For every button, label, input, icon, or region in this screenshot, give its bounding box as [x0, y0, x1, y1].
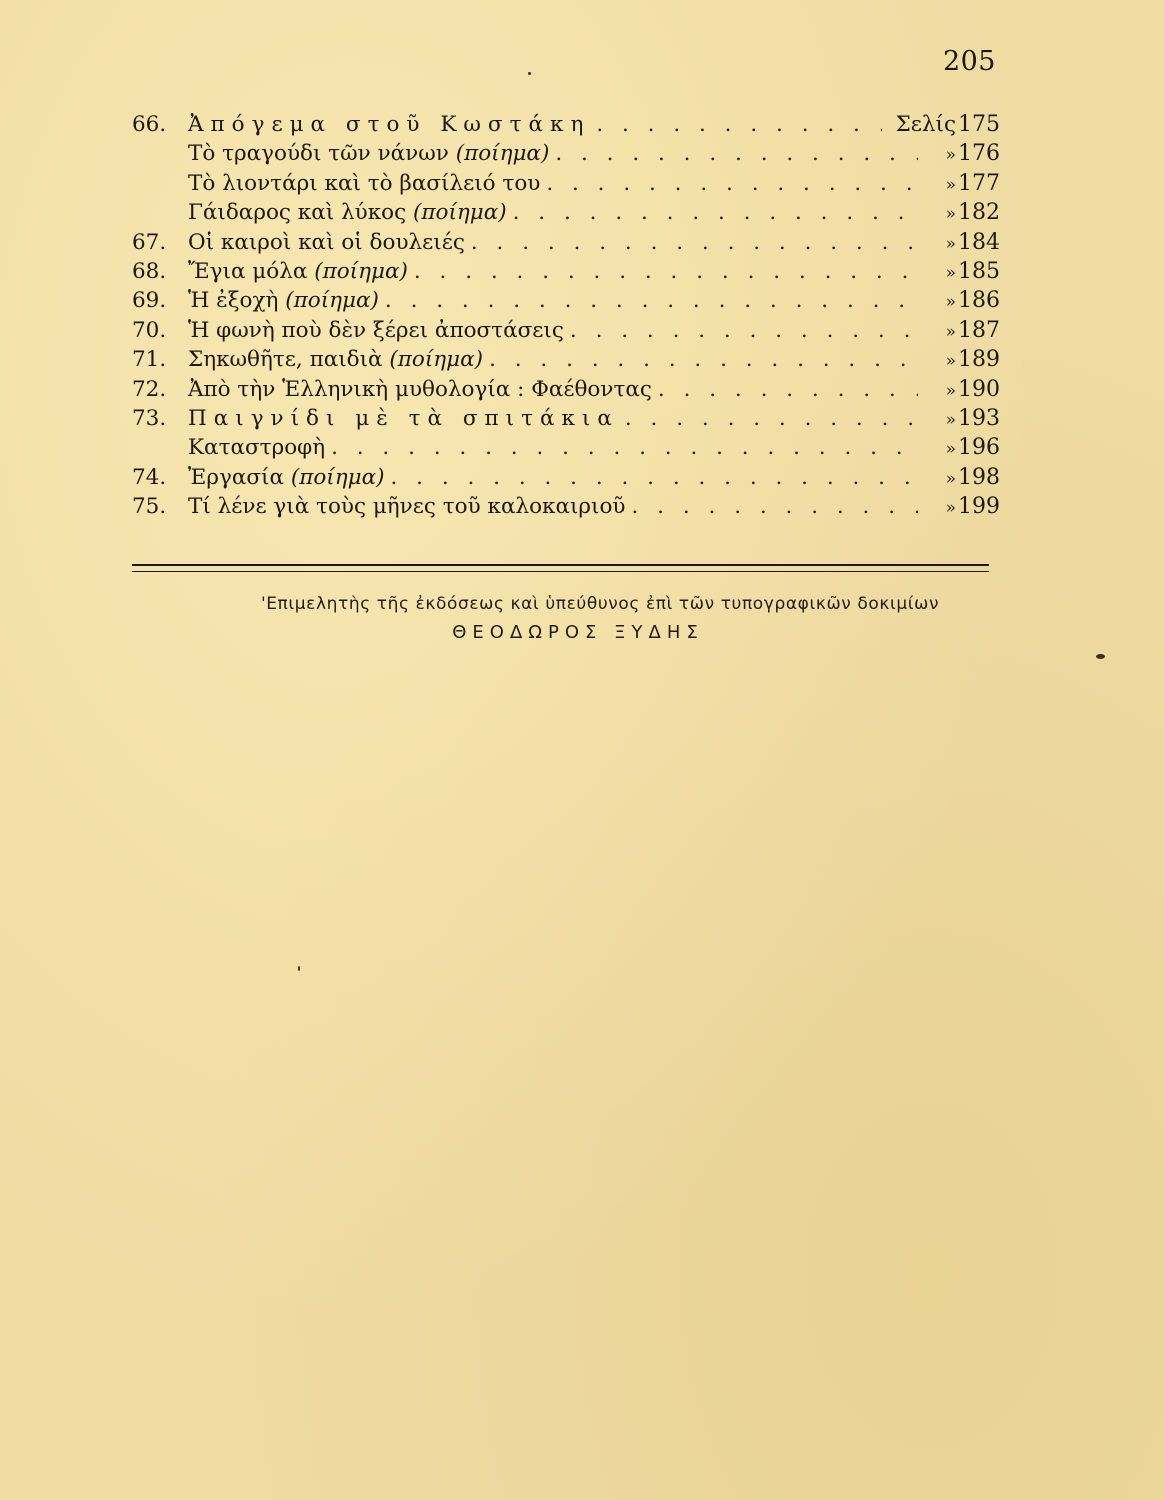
ditto-mark: »	[945, 380, 956, 401]
entry-title: Καταστροφὴ	[188, 435, 326, 461]
dot-leader	[489, 345, 918, 374]
table-of-contents	[132, 110, 1000, 521]
editor-name: ΘΕΟΔΩΡΟΣ ΞΥΔΗΣ	[452, 622, 704, 643]
ditto-mark: »	[945, 351, 956, 372]
entry-note: (ποίημα)	[290, 464, 385, 490]
entry-page: 199	[958, 494, 1000, 520]
entry-title: Ἔγια μόλα (ποίημα)	[188, 258, 408, 284]
entry-title: Ἡ φωνὴ ποὺ δὲν ξέρει ἀποστάσεις	[188, 317, 564, 343]
double-rule-top	[132, 564, 989, 566]
entry-page: 184	[958, 229, 1000, 255]
entry-number: 68.	[132, 258, 167, 284]
ditto-mark: »	[945, 262, 956, 283]
entry-title: Γάιδαρος καὶ λύκος (ποίημα)	[188, 200, 507, 226]
entry-title: Ἀπόγεμα στοῦ Κωστάκη	[188, 112, 591, 137]
dot-leader	[555, 139, 918, 168]
entry-number: 75.	[132, 494, 167, 520]
entry-page: 187	[958, 317, 1000, 343]
entry-page: 193	[958, 405, 1000, 431]
toc-entry	[132, 375, 1000, 404]
ditto-mark: »	[945, 204, 956, 225]
entry-page: 186	[958, 288, 1000, 314]
entry-page: 182	[958, 200, 1000, 226]
toc-entry	[132, 433, 1000, 462]
toc-entry	[132, 169, 1000, 198]
entry-note: (ποίημα)	[285, 288, 379, 314]
ditto-mark: »	[945, 468, 956, 489]
entry-number: 71.	[132, 347, 167, 373]
entry-page: 196	[958, 435, 1000, 461]
entry-page: 190	[958, 376, 1000, 402]
entry-title: Ἀπὸ τὴν Ἑλληνικὴ μυθολογία : Φαέθοντας	[188, 376, 652, 402]
entry-page: 177	[958, 170, 1000, 196]
entry-number: 66.	[132, 112, 167, 137]
toc-entry	[132, 257, 1000, 286]
entry-number: 70.	[132, 317, 167, 343]
toc-entry	[132, 139, 1000, 168]
double-rule-bottom	[132, 571, 989, 572]
entry-page: 189	[958, 347, 1000, 373]
dot-leader	[471, 228, 918, 257]
entry-number: 74.	[132, 464, 167, 490]
entry-number: 69.	[132, 288, 167, 314]
toc-entry	[132, 463, 1000, 492]
editor-credit: 'Επιμελητὴς τῆς ἐκδόσεως καὶ ὑπεύθυνος ἐπὶ τῶν τυπογραφικῶν δοκιμίων	[260, 594, 940, 614]
print-speck	[1096, 654, 1105, 659]
entry-title: Οἱ καιροὶ καὶ οἱ δουλειές	[188, 229, 465, 255]
ditto-mark: »	[945, 292, 956, 313]
entry-title: Τὸ τραγούδι τῶν νάνων (ποίημα)	[188, 141, 550, 167]
ditto-mark: »	[945, 145, 956, 166]
entry-page: 185	[958, 258, 1000, 284]
entry-title: Τὸ λιοντάρι καὶ τὸ βασίλειό του	[188, 170, 541, 196]
toc-entry	[132, 228, 1000, 257]
entry-title: Τί λένε γιὰ τοὺς μῆνες τοῦ καλοκαιριοῦ	[188, 494, 626, 520]
dot-leader	[632, 492, 918, 521]
print-speck	[298, 966, 300, 971]
ditto-mark: »	[945, 439, 956, 460]
dot-leader	[658, 375, 918, 404]
entry-number: 73.	[132, 405, 167, 431]
entry-page: 176	[958, 141, 1000, 167]
dot-leader	[570, 316, 918, 345]
dot-leader	[385, 286, 918, 315]
ditto-mark: »	[945, 233, 956, 254]
dot-leader	[414, 257, 918, 286]
ditto-mark: »	[945, 174, 956, 195]
dot-leader	[390, 463, 918, 492]
toc-entry	[132, 345, 1000, 374]
print-speck	[528, 72, 531, 75]
ditto-mark: »	[945, 498, 956, 519]
toc-entry	[132, 404, 1000, 433]
toc-entry	[132, 198, 1000, 227]
entry-note: (ποίημα)	[412, 200, 507, 226]
entry-page: 198	[958, 464, 1000, 490]
entry-title: Σηκωθῆτε, παιδιὰ (ποίημα)	[188, 347, 484, 373]
dot-leader	[331, 433, 918, 462]
page-ref-label: Σελίς	[895, 112, 956, 137]
ditto-mark: »	[945, 321, 956, 342]
toc-entry	[132, 492, 1000, 521]
entry-number: 72.	[132, 376, 167, 402]
ditto-mark: »	[945, 409, 956, 430]
entry-title: Ἡ ἐξοχὴ (ποίημα)	[188, 288, 379, 314]
entry-title: Ἐργασία (ποίημα)	[188, 464, 385, 490]
toc-entry	[132, 110, 1000, 139]
entry-title: Παιγνίδι μὲ τὰ σπιτάκια	[188, 405, 619, 431]
page-number: 205	[942, 46, 996, 77]
dot-leader	[546, 169, 918, 198]
dot-leader	[596, 110, 882, 139]
entry-page: 175	[958, 112, 1000, 137]
dot-leader	[513, 198, 918, 227]
entry-note: (ποίημα)	[455, 141, 550, 167]
entry-number: 67.	[132, 229, 167, 255]
toc-entry	[132, 316, 1000, 345]
dot-leader	[625, 404, 918, 433]
entry-note: (ποίημα)	[389, 347, 484, 373]
entry-note: (ποίημα)	[314, 258, 408, 284]
toc-entry	[132, 286, 1000, 315]
